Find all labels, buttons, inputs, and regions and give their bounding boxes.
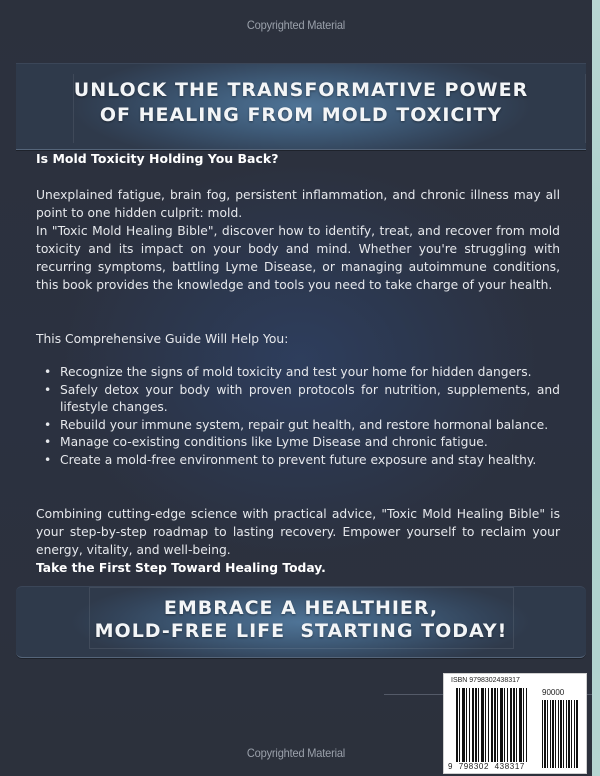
benefits-list [44,364,560,469]
closing-text: Combining cutting-edge science with practical advice, "Toxic Mold Healing Bible" is your step-by-step roadmap to lasting recovery. Empower yourself to reclaim your energy, vitality, and well-being. [36,507,560,557]
list-item: • Rebuild your immune system, repair gut health, and restore hormonal balance. [44,417,560,435]
bottom-banner-line-1: EMBRACE A HEALTHIER, [163,597,439,619]
list-item: • Manage co-existing conditions like Lyme Disease and chronic fatigue. [44,434,560,452]
isbn-label: ISBN 9798302438317 [451,677,520,684]
copyright-watermark-top: Copyrighted Material [246,18,346,32]
list-item: • Recognize the signs of mold toxicity and test your home for hidden dangers. [44,364,560,382]
intro-text [36,186,560,294]
price-code: 90000 [542,688,565,697]
bottom-banner-title [16,587,586,643]
copyright-watermark-bottom: Copyrighted Material [246,746,346,760]
list-item: • Create a mold-free environment to prevent future exposure and stay healthy. [44,452,560,470]
top-banner-line-2: OF HEALING FROM MOLD TOXICITY [99,104,503,126]
list-item: • Safely detox your body with proven protocols for nutrition, supplements, and lifestyle changes. [44,382,560,417]
top-banner [16,63,586,150]
top-banner-title [16,64,586,128]
bottom-banner-line-2: MOLD-FREE LIFE STARTING TODAY! [94,620,508,642]
closing-paragraph [36,505,560,559]
call-to-action: Take the First Step Toward Healing Today. [36,561,326,575]
guide-label: This Comprehensive Guide Will Help You: [36,332,289,346]
page-edge [592,0,600,776]
bottom-banner [16,586,586,658]
intro-paragraph-2: In "Toxic Mold Healing Bible", discover how to identify, treat, and recover from mold toxicity and its impact on your body and mind. Whether you're struggling with recurring symptoms, battling Lyme Disease, or managing autoimmune conditions, this book provides the knowledge and tools you need to take charge of your health. [36,224,560,292]
barcode-digits: 9 798302 438317 [448,762,525,771]
intro-paragraph-1: Unexplained fatigue, brain fog, persistent inflammation, and chronic illness may all point to one hidden culprit: mold. [36,188,560,220]
section-heading: Is Mold Toxicity Holding You Back? [36,151,279,166]
top-banner-line-1: UNLOCK THE TRANSFORMATIVE POWER [73,79,529,101]
